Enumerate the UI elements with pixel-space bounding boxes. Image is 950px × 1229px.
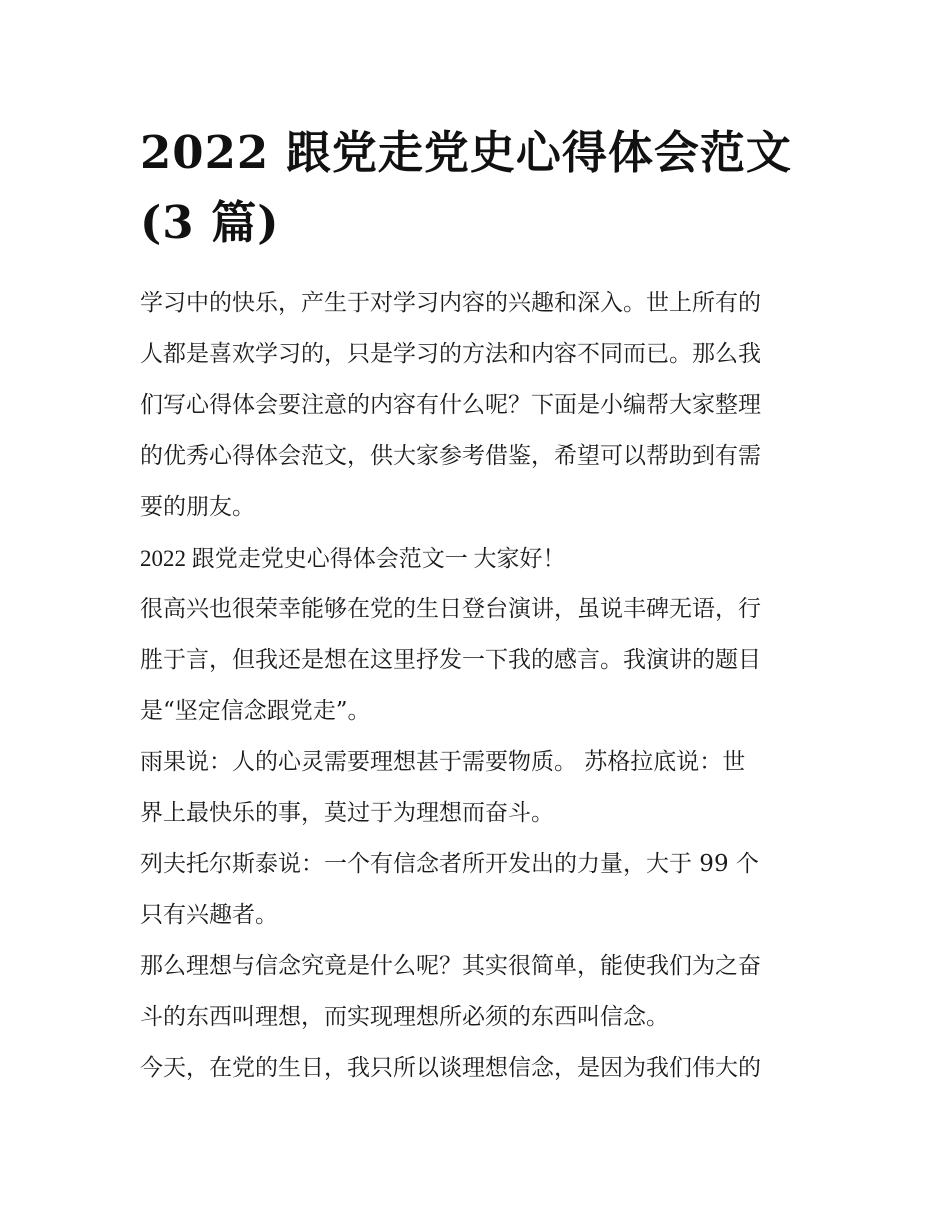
section-heading: 2022 跟党走党史心得体会范文一 大家好！: [140, 546, 566, 571]
paragraph-5-line-1: 今天，在党的生日，我只所以谈理想信念，是因为我们伟大的: [140, 1055, 761, 1081]
body-paragraph: [140, 839, 815, 941]
paragraph-2-line-2: 界上最快乐的事，莫过于为理想而奋斗。: [140, 800, 554, 826]
intro-line-2: 人都是喜欢学习的，只是学习的方法和内容不同而已。那么我: [140, 341, 761, 367]
intro-line-4: 的优秀心得体会范文，供大家参考借鉴，希望可以帮助到有需: [140, 443, 761, 469]
body-paragraph: [140, 584, 815, 737]
body-paragraph: [140, 1043, 815, 1094]
paragraph-4-line-1: 那么理想与信念究竟是什么呢？其实很简单，能使我们为之奋: [140, 953, 761, 979]
body-paragraph: [140, 737, 815, 839]
paragraph-3-line-2: 只有兴趣者。: [140, 902, 278, 928]
paragraph-1-line-1: 很高兴也很荣幸能够在党的生日登台演讲，虽说丰碑无语，行: [140, 596, 761, 622]
body-paragraph: [140, 941, 815, 1043]
paragraph-3-line-1: 列夫托尔斯泰说：一个有信念者所开发出的力量，大于 99 个: [140, 851, 759, 877]
paragraph-1-line-2: 胜于言，但我还是想在这里抒发一下我的感言。我演讲的题目: [140, 647, 761, 673]
intro-paragraph: [140, 278, 815, 533]
intro-line-3: 们写心得体会要注意的内容有什么呢？下面是小编帮大家整理: [140, 392, 761, 418]
document-body: [140, 118, 815, 1094]
title-line-1: 2022 跟党走党史心得体会范文: [140, 126, 792, 179]
paragraph-1-line-3: 是“坚定信念跟党走”。: [140, 698, 371, 724]
intro-line-1: 学习中的快乐，产生于对学习内容的兴趣和深入。世上所有的: [140, 290, 761, 316]
title-line-2: (3 篇): [140, 196, 280, 249]
document-title: [140, 118, 815, 258]
paragraph-4-line-2: 斗的东西叫理想，而实现理想所必须的东西叫信念。: [140, 1004, 669, 1030]
paragraph-2-line-1: 雨果说：人的心灵需要理想甚于需要物质。 苏格拉底说：世: [140, 749, 746, 775]
intro-line-5: 要的朋友。: [140, 494, 255, 520]
